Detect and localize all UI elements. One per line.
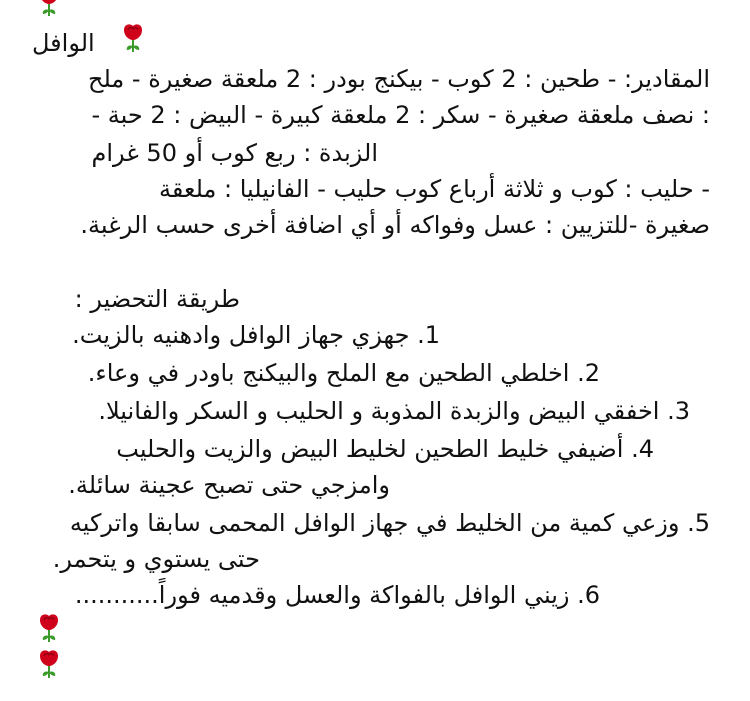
text-line: الزبدة : ربع كوب أو 50 غرام [91, 139, 378, 167]
step-line: 6. زيني الوافل بالفواكة والعسل وقدميه فوراً........... [74, 581, 600, 609]
text-line: - حليب : كوب و ثلاثة أرباع كوب حليب - الفانيليا : ملعقة [158, 175, 710, 203]
rose-icon [118, 22, 148, 54]
section-heading: طريقة التحضير : [74, 285, 240, 313]
step-line: 5. وزعي كمية من الخليط في جهاز الوافل المحمى سابقا واتركيه [69, 509, 710, 537]
text-line: صغيرة -للتزيين : عسل وفواكه أو أي اضافة أخرى حسب الرغبة. [80, 211, 710, 239]
post-title: الوافل [32, 29, 95, 57]
rose-icon [34, 648, 64, 680]
rose-icon [34, 0, 64, 18]
step-line: 3. اخفقي البيض والزبدة المذوبة و الحليب و السكر والفانيلا. [98, 397, 690, 425]
step-line: 2. اخلطي الطحين مع الملح والبيكنج باودر في وعاء. [87, 359, 600, 387]
step-line: 4. أضيفي خليط الطحين لخليط البيض والزيت والحليب [116, 435, 654, 463]
step-line: وامزجي حتى تصبح عجينة سائلة. [68, 471, 390, 499]
text-line: : نصف ملعقة صغيرة - سكر : 2 ملعقة كبيرة - البيض : 2 حبة - [91, 101, 710, 129]
step-line: حتى يستوي و يتحمر. [52, 545, 260, 573]
rose-icon [34, 612, 64, 644]
step-line: 1. جهزي جهاز الوافل وادهنيه بالزيت. [72, 321, 440, 349]
text-line: المقادير: - طحين : 2 كوب - بيكنج بودر : 2 ملعقة صغيرة - ملح [87, 65, 710, 93]
